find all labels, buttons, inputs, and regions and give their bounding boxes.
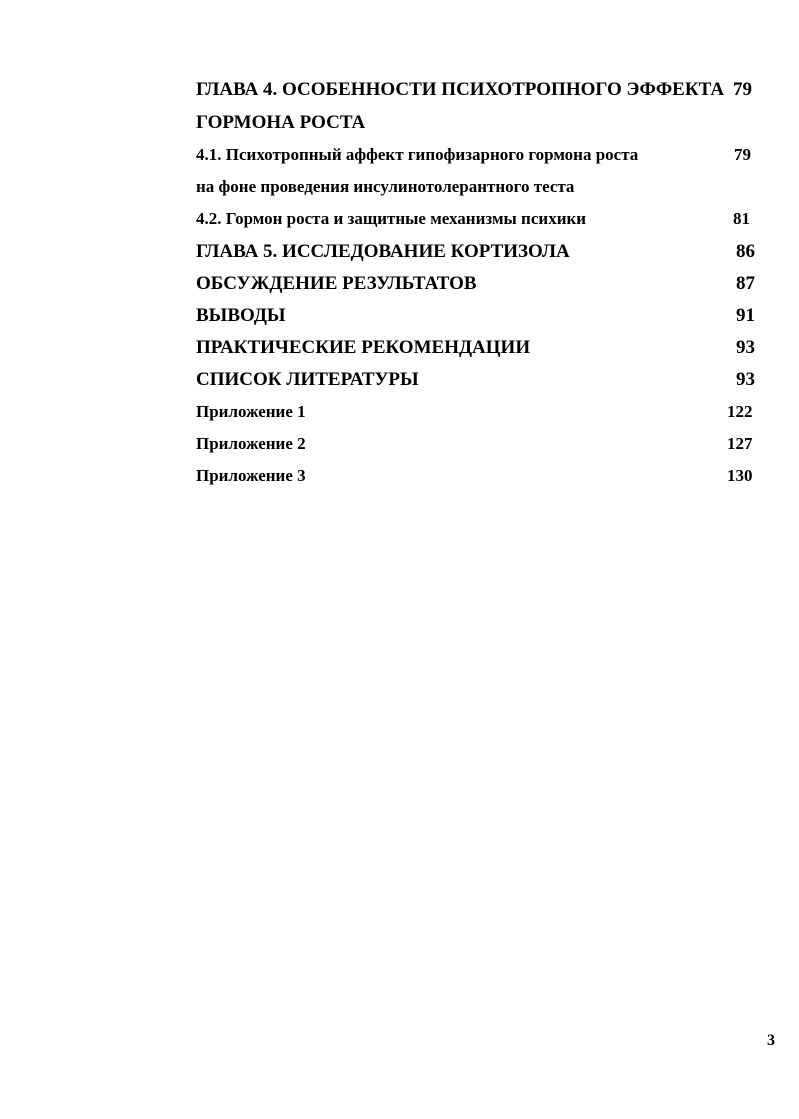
- page-number: 3: [767, 1032, 775, 1049]
- toc-entry-title: ГОРМОНА РОСТА: [196, 112, 366, 133]
- toc-entry-title: ГЛАВА 4. ОСОБЕННОСТИ ПСИХОТРОПНОГО ЭФФЕКТА: [196, 79, 725, 100]
- toc-entry-page: 127: [727, 434, 753, 453]
- toc-entry-title: Приложение 1: [196, 402, 306, 421]
- toc-entry-page: 130: [727, 466, 753, 485]
- toc-entry-page: 122: [727, 402, 753, 421]
- toc-entry-page: 93: [736, 369, 755, 390]
- toc-entry-page: 93: [736, 337, 755, 358]
- toc-entry-title: ВЫВОДЫ: [196, 305, 286, 326]
- toc-entry-page: 79: [734, 145, 751, 164]
- toc-entry-title: на фоне проведения инсулинотолерантного теста: [196, 177, 575, 196]
- toc-entry-title: 4.1. Психотропный аффект гипофизарного гормона роста: [196, 145, 639, 164]
- toc-entry-title: СПИСОК ЛИТЕРАТУРЫ: [196, 369, 419, 390]
- toc-entry-title: ПРАКТИЧЕСКИЕ РЕКОМЕНДАЦИИ: [196, 337, 531, 358]
- toc-entry-title: Приложение 3: [196, 466, 306, 485]
- toc-entry-page: 87: [736, 273, 755, 294]
- toc-entry-page: 81: [733, 209, 750, 228]
- toc-entry-title: ГЛАВА 5. ИССЛЕДОВАНИЕ КОРТИЗОЛА: [196, 241, 570, 262]
- toc-entry-title: Приложение 2: [196, 434, 306, 453]
- toc-entry-page: 91: [736, 305, 755, 326]
- toc-entry-page: 86: [736, 241, 755, 262]
- toc-entry-title: ОБСУЖДЕНИЕ РЕЗУЛЬТАТОВ: [196, 273, 477, 294]
- toc-entry-page: 79: [733, 79, 752, 100]
- toc-entry-title: 4.2. Гормон роста и защитные механизмы психики: [196, 209, 587, 228]
